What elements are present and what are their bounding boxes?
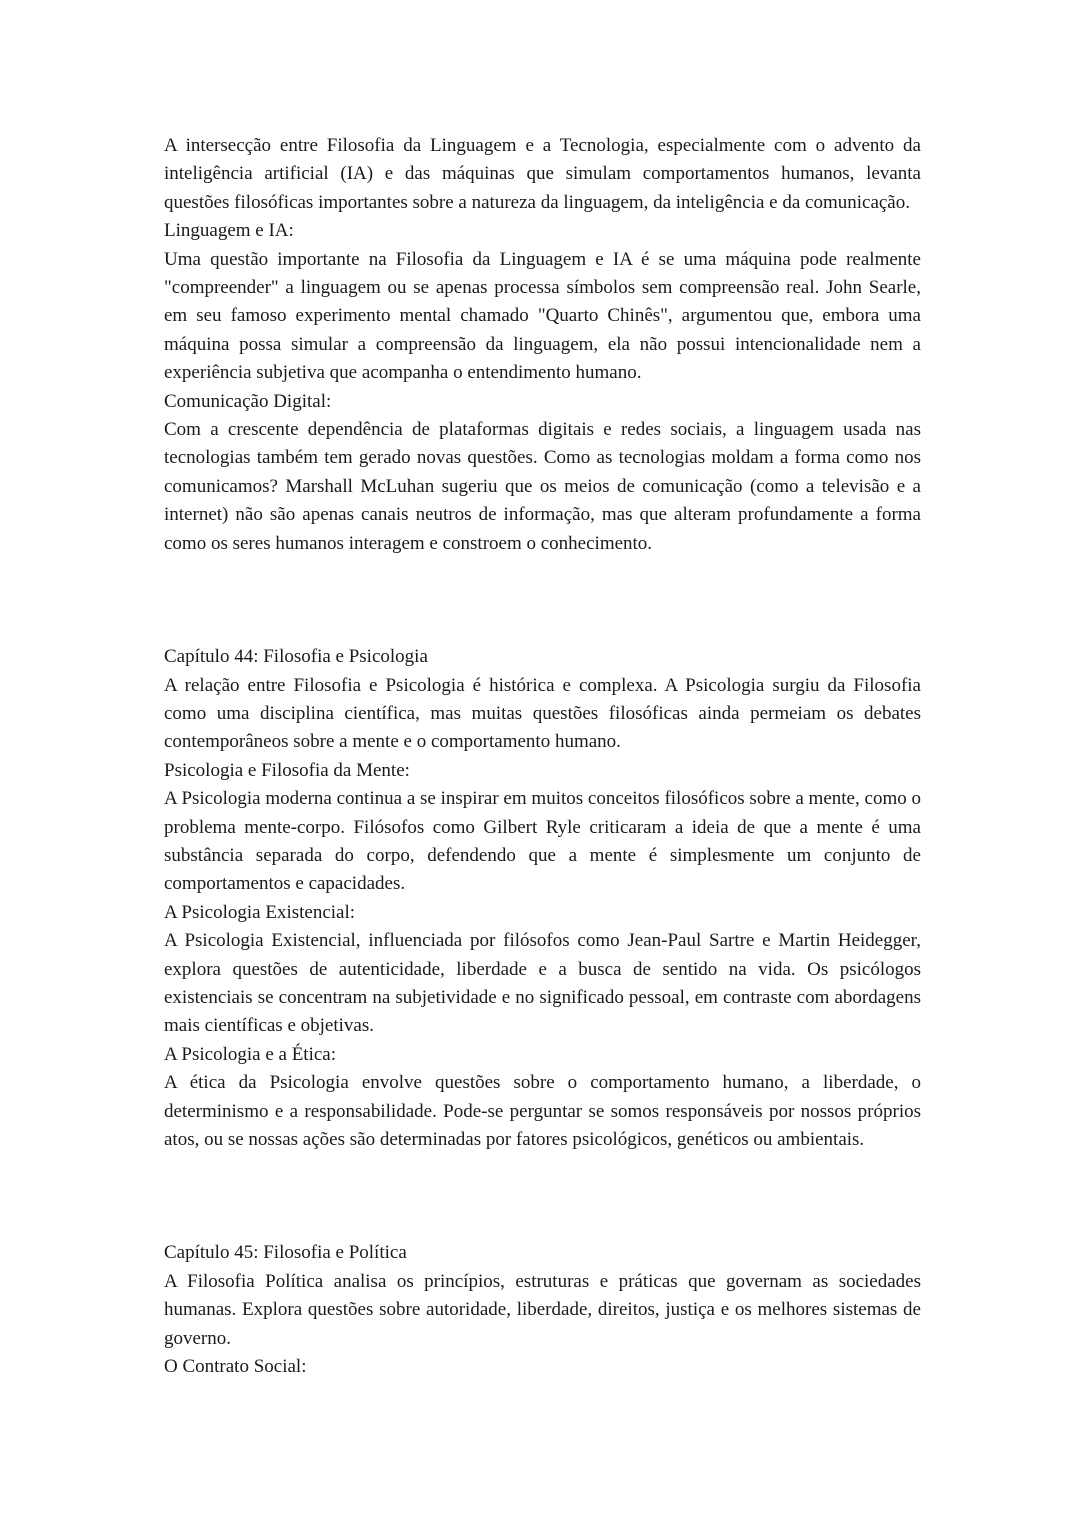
chapter-44-title: Capítulo 44: Filosofia e Psicologia	[164, 646, 428, 668]
intro-paragraph: A intersecção entre Filosofia da Linguagem e a Tecnologia, especialmente com o advento da inteligência artificial (IA) e das máquinas que simulam comportamentos humanos, levanta questões filosóficas importantes sobre a natureza da linguagem, da inteligência e da comunicação.	[164, 135, 921, 213]
section-language-technology	[164, 132, 921, 558]
paragraph-digital-communication: Com a crescente dependência de plataformas digitais e redes sociais, a linguagem usada nas tecnologias também tem gerado novas questões. Como as tecnologias moldam a forma como nos comunicamos? Marshall McLuhan sugeriu que os meios de comunicação (como a televisão e a internet) não são apenas canais neutros de informação, mas que alteram profundamente a forma como os seres humanos interagem e constroem o conhecimento.	[164, 419, 921, 554]
paragraph-philosophy-of-mind: A Psicologia moderna continua a se inspirar em muitos conceitos filosóficos sobre a mente, como o problema mente-corpo. Filósofos como Gilbert Ryle criticaram a ideia de que a mente é uma substância separada do corpo, defendendo que a mente é simplesmente um conjunto de comportamentos e capacidades.	[164, 788, 921, 895]
chapter-44-intro: A relação entre Filosofia e Psicologia é histórica e complexa. A Psicologia surgiu da Filosofia como uma disciplina científica, mas muitas questões filosóficas ainda permeiam os debates contemporâneos sobre a mente e o comportamento humano.	[164, 674, 921, 753]
subheading-language-ai: Linguagem e IA:	[164, 220, 294, 242]
document-page	[164, 132, 921, 1381]
chapter-45-title: Capítulo 45: Filosofia e Política	[164, 1242, 407, 1264]
chapter-44	[164, 643, 921, 1154]
paragraph-psychology-ethics: A ética da Psicologia envolve questões sobre o comportamento humano, a liberdade, o determinismo e a responsabilidade. Pode-se perguntar se somos responsáveis por nossos próprios atos, ou se nossas ações são determinadas por fatores psicológicos, genéticos ou ambientais.	[164, 1072, 921, 1150]
chapter-45-intro: A Filosofia Política analisa os princípios, estruturas e práticas que governam as sociedades humanas. Explora questões sobre autoridade, liberdade, direitos, justiça e os melhores sistemas de governo.	[164, 1270, 921, 1349]
paragraph-existential-psychology: A Psicologia Existencial, influenciada por filósofos como Jean-Paul Sartre e Martin Heidegger, explora questões de autenticidade, liberdade e a busca de sentido na vida. Os psicólogos existenciais se concentram na subjetividade e no significado pessoal, em contraste com abordagens mais científicas e objetivas.	[164, 930, 921, 1037]
subheading-social-contract: O Contrato Social:	[164, 1356, 307, 1378]
subheading-digital-communication: Comunicação Digital:	[164, 390, 332, 412]
chapter-45	[164, 1239, 921, 1381]
paragraph-language-ai: Uma questão importante na Filosofia da Linguagem e IA é se uma máquina pode realmente "compreender" a linguagem ou se apenas processa símbolos sem compreensão real. John Searle, em seu famoso experimento mental chamado "Quarto Chinês", argumentou que, embora uma máquina possa simular a compreensão da linguagem, ela não possui intencionalidade nem a experiência subjetiva que acompanha o entendimento humano.	[164, 248, 921, 384]
subheading-psychology-ethics: A Psicologia e a Ética:	[164, 1043, 337, 1065]
subheading-philosophy-of-mind: Psicologia e Filosofia da Mente:	[164, 759, 410, 781]
subheading-existential-psychology: A Psicologia Existencial:	[164, 901, 356, 923]
